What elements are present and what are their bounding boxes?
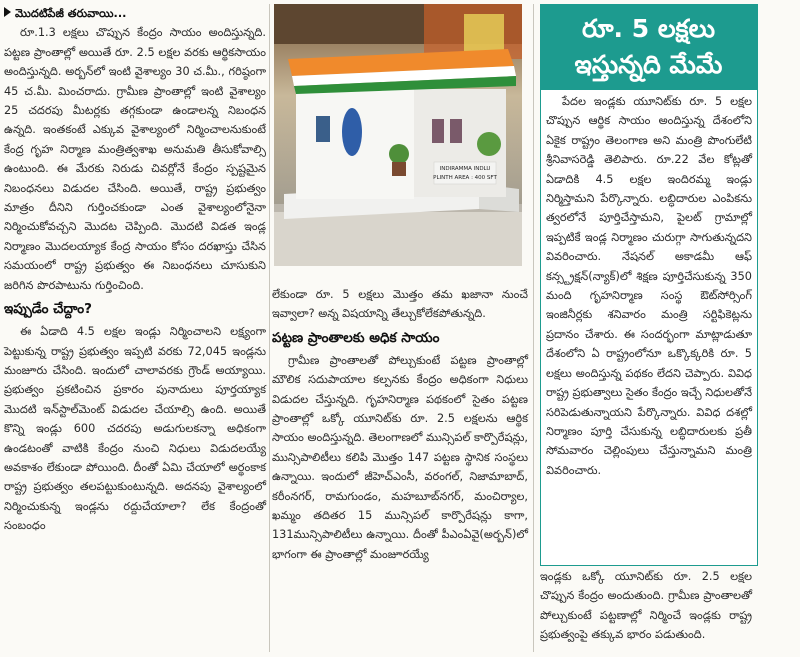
paragraph: గ్రామీణ ప్రాంతాలతో పోల్చుకుంటే పట్టణ ప్రాంతాల్లో మౌలిక సదుపాయాల కల్పనకు కేంద్రం అధికంగా నిధులు విడుదల చేస్తున్నది. గృహనిర్మాణ పథకంలో సైతం పట్టణ ప్రాంతాల్లో ఒక్కో యూనిట్‌కు రూ. 2.5 లక్షలను ఆర్థిక సాయం అందిస్తున్నది. తెలంగాణలో మున్సిపల్ కార్పొరేషన్లు, మున్సిపాలిటీలు కలిపి మొత్తం 147 పట్టణ స్థానిక సంస్థలు ఉన్నాయి. ఇందులో జీహెచ్ఎంసీ, వరంగల్, నిజామాబాద్, కరీంనగర్, రామగుండం, మహబూబ్‌నగర్, మంచిర్యాల, ఖమ్మం తదితర 15 మున్సిపల్ కార్పొరేషన్లు కాగా, 131మున్సిపాలిటీలు ఉన్నాయి. దీంతో పీఎంఏవై(అర్బన్)లో భాగంగా ఈ ప్రాంతాల్లో మంజూరయ్యే xyxy=(272,353,528,561)
continuation-kicker xyxy=(4,4,266,23)
paragraph: రూ.1.3 లక్షలు చొప్పున కేంద్రం సాయం అందిస్తున్నది. పట్టణ ప్రాంతాల్లో అయితే రూ. 2.5 లక్షల వరకు ఆర్థికసాయం అందిస్తున్నది. అర్బన్‌లో ఇంటి వైశాల్యం 30 చ.మీ., గరిష్ఠంగా 45 చ.మీ. మించరాదు. గ్రామీణ ప్రాంతాల్లో ఇంటి వైశాల్యం 25 చదరపు మీటర్లకు తగ్గకుండా ఉండాలన్న నిబంధన ఉన్నది. ఇంతకంటే ఎక్కువ వైశాల్యంలో నిర్మించాలనుకుంటే కేంద్ర గృహ నిర్మాణ మంత్రిత్వశాఖ అనుమతి తీసుకోవాల్సి ఉంటుంది. ఈ మేరకు నిరుడు చివర్లోనే కేంద్రం స్పష్టమైన నిబంధనలు విడుదల చేసింది. అయితే, రాష్ట్ర ప్రభుత్వం మాత్రం దీనిని గుర్తించకుండా ఎంత వైశాల్యంలోనైనా నిర్మించుకోవచ్చని మొదట చెప్పింది. మొదటి విడత ఇండ్ల నిర్మాణం మొదలయ్యాక కేంద్ర సాయం కోసం దరఖాస్తు చేసిన సమయంలో రాష్ట్ర ప్రభుత్వం ఈ నిబంధనలు చూసుకుని జరిగిన పొరపాటును గుర్తించింది. xyxy=(4,26,266,292)
article-column-2 xyxy=(272,285,528,564)
banner-line-2: ఇస్తున్నది మేమే xyxy=(574,50,723,79)
subheading: ఇప్పుడేం చేద్దాం? xyxy=(4,301,92,318)
sidebar-banner xyxy=(540,4,757,90)
article-column-1 xyxy=(4,4,266,536)
banner-line-1: రూ. 5 లక్షలు xyxy=(582,14,715,43)
paragraph: ఇండ్లకు ఒక్కో యూనిట్‌కు రూ. 2.5 లక్షల చొప్పున కేంద్రం అందుతుంది. గ్రామీణ ప్రాంతాలతో పోల్చుకుంటే పట్టణాల్లో నిర్మించే ఇండ్లకు రాష్ట్ర ప్రభుత్వంపై తక్కువ భారం పడుతుంది. xyxy=(540,570,752,642)
house-model-photo xyxy=(274,4,522,266)
subheading: పట్టణ ప్రాంతాలకు అధిక సాయం xyxy=(272,329,440,346)
sidebar-text xyxy=(546,92,752,480)
article-column-3-continuation xyxy=(540,567,752,645)
sign-line-2: PLINTH AREA : 400 SFT xyxy=(433,175,497,181)
paragraph: లేకుండా రూ. 5 లక్షలు మొత్తం తమ ఖజానా నుంచే ఇవ్వాలా? అన్న విషయాన్ని తేల్చుకోలేకపోతున్నది. xyxy=(272,288,528,321)
triangle-icon xyxy=(4,7,11,17)
column-divider xyxy=(533,4,534,652)
column-divider xyxy=(269,4,270,652)
paragraph: ఈ ఏడాది 4.5 లక్షల ఇండ్లు నిర్మించాలని లక్ష్యంగా పెట్టుకున్న రాష్ట్ర ప్రభుత్వం ఇప్పటి వరకు 72,045 ఇండ్లను మంజూరు చేసింది. ఇందులో చాలావరకు గ్రౌండ్ అయ్యాయి. ప్రభుత్వం ప్రకటించిన ప్రకారం పునాదులు పూర్తయ్యాక మొదటి ఇన్‌స్టాల్‌మెంట్ విడుదల చేయాల్సి ఉంది. అయితే కొన్ని ఇండ్లు 600 చదరపు అడుగులకన్నా అధికంగా ఉండటంతో వాటికి కేంద్రం నుంచి నిధులు విడుదలయ్యే అవకాశం లేకుండా పోయింది. దీంతో ఏమి చేయాలో అర్థంకాక రాష్ట్ర ప్రభుత్వం తలపట్టుకుంటున్నది. అదనపు వైశాల్యంలో నిర్మించుకున్న ఇండ్లను రద్దుచేయాలా? లేక కేంద్రంతో సంబంధం xyxy=(4,325,266,533)
house-model-illustration xyxy=(274,4,522,266)
paragraph: పేదల ఇండ్లకు యూనిట్‌కు రూ. 5 లక్షల చొప్పున ఆర్థిక సాయం అందిస్తున్న దేశంలోని ఏకైక రాష్ట్రం తెలంగాణ అని మంత్రి పొంగులేటి శ్రీనివాసరెడ్డి తెలిపారు. రూ.22 వేల కోట్లతో ఏడాదికి 4.5 లక్షల ఇందిరమ్మ ఇండ్లు నిర్మిస్తామని పేర్కొన్నారు. లబ్ధిదారుల ఎంపికను త్వరలోనే పూర్తిచేస్తామని, పైలట్ గ్రామాల్లో ఇప్పటికే ఇండ్ల నిర్మాణం చురుగ్గా సాగుతున్నదని వివరించారు. నేషనల్ అకాడమీ ఆఫ్ కన్స్ట్రక్షన్(న్యాక్)లో శిక్షణ పూర్తిచేసుకున్న 350 మంది గృహనిర్మాణ సంస్థ ఔట్‌సోర్సింగ్ ఇంజినీర్లకు శనివారం మంత్రి సర్టిఫికెట్లను ప్రదానం చేశారు. ఈ సందర్భంగా మాట్లాడుతూ దేశంలోని ఏ రాష్ట్రంలోనూ ఒక్కొక్కరికి రూ. 5 లక్షలు అందిస్తున్న పథకం లేదని చెప్పారు. వివిధ రాష్ట్ర ప్రభుత్వాలు సైతం కేంద్రం ఇచ్చే నిధులతోనే సరిపెడుతున్నాయని పేర్కొన్నారు. వివిధ దశల్లో నిర్మాణం పూర్తి చేసుకున్న లబ్ధిదారులకు ప్రతీ సోమవారం చెల్లింపులు చేస్తున్నామని మంత్రి వివరించారు. xyxy=(546,95,752,477)
kicker-text: మొదటిపేజీ తరువాయి... xyxy=(15,7,127,20)
sign-line-1: INDIRAMMA INDLU xyxy=(439,166,491,172)
